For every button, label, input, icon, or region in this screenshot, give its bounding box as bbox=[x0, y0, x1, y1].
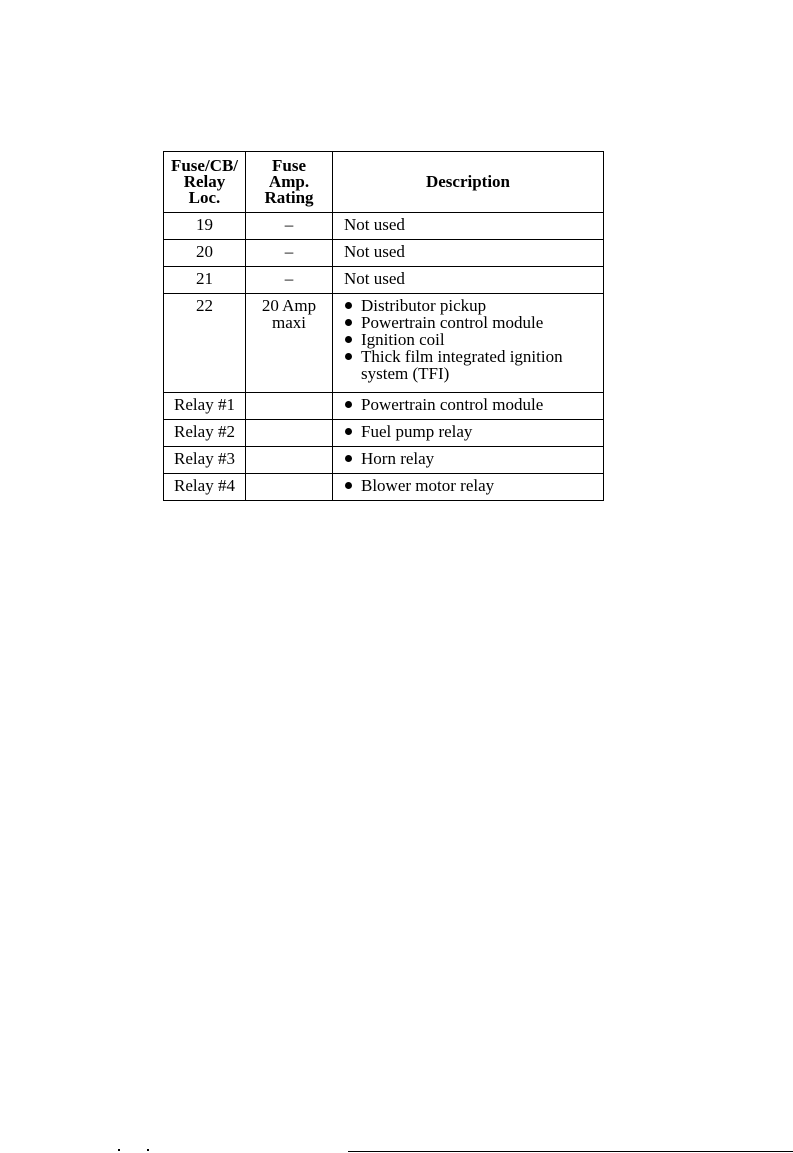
bullet-icon bbox=[345, 401, 352, 408]
description-text: Not used bbox=[344, 242, 405, 261]
cell-amp-rating bbox=[246, 474, 333, 501]
header-amp-line: Fuse bbox=[272, 156, 306, 175]
list-item-text: Powertrain control module bbox=[361, 313, 544, 332]
list-item bbox=[344, 450, 599, 467]
bullet-icon bbox=[345, 353, 352, 360]
cell-location: Relay #3 bbox=[164, 447, 246, 474]
list-item-text: Thick film integrated ignition system (TFI) bbox=[361, 347, 563, 383]
header-description bbox=[333, 152, 604, 213]
table-row bbox=[164, 393, 604, 420]
cell-location: Relay #1 bbox=[164, 393, 246, 420]
table-row bbox=[164, 474, 604, 501]
cell-amp-rating bbox=[246, 267, 333, 294]
cell-description bbox=[333, 393, 604, 420]
cell-amp-rating bbox=[246, 294, 333, 393]
description-list bbox=[344, 423, 599, 440]
cell-location: 22 bbox=[164, 294, 246, 393]
table-row bbox=[164, 420, 604, 447]
list-item bbox=[344, 314, 599, 331]
cell-description bbox=[333, 213, 604, 240]
table-row bbox=[164, 240, 604, 267]
bullet-icon bbox=[345, 482, 352, 489]
cell-description bbox=[333, 294, 604, 393]
list-item-text: Powertrain control module bbox=[361, 395, 544, 414]
table-row bbox=[164, 294, 604, 393]
list-item-text: Blower motor relay bbox=[361, 476, 495, 495]
header-location-line: Loc. bbox=[188, 188, 221, 207]
bullet-icon bbox=[345, 302, 352, 309]
list-item bbox=[344, 396, 599, 413]
description-list bbox=[344, 450, 599, 467]
fuse-relay-table bbox=[163, 151, 604, 501]
cell-description bbox=[333, 240, 604, 267]
amp-rating-line: – bbox=[284, 269, 294, 288]
header-amp-line: Amp. bbox=[268, 172, 310, 191]
footer-rule bbox=[348, 1151, 793, 1152]
header-amp-line: Rating bbox=[264, 188, 314, 207]
table-row bbox=[164, 213, 604, 240]
description-list bbox=[344, 297, 599, 382]
table-header-row bbox=[164, 152, 604, 213]
cell-location: 19 bbox=[164, 213, 246, 240]
list-item-text: Fuel pump relay bbox=[361, 422, 473, 441]
bullet-icon bbox=[345, 455, 352, 462]
cell-description bbox=[333, 447, 604, 474]
header-amp-rating bbox=[246, 152, 333, 213]
scan-mark bbox=[147, 1149, 149, 1151]
bullet-icon bbox=[345, 336, 352, 343]
description-text: Not used bbox=[344, 269, 405, 288]
cell-amp-rating bbox=[246, 393, 333, 420]
list-item bbox=[344, 297, 599, 314]
cell-amp-rating bbox=[246, 213, 333, 240]
cell-location: Relay #2 bbox=[164, 420, 246, 447]
description-text: Not used bbox=[344, 215, 405, 234]
bullet-icon bbox=[345, 319, 352, 326]
cell-location: Relay #4 bbox=[164, 474, 246, 501]
cell-amp-rating bbox=[246, 420, 333, 447]
list-item bbox=[344, 331, 599, 348]
list-item bbox=[344, 423, 599, 440]
list-item-text: Distributor pickup bbox=[361, 296, 487, 315]
cell-description bbox=[333, 267, 604, 294]
header-location-line: Fuse/CB/ bbox=[170, 156, 239, 175]
list-item bbox=[344, 477, 599, 494]
cell-amp-rating bbox=[246, 447, 333, 474]
cell-location: 20 bbox=[164, 240, 246, 267]
bullet-icon bbox=[345, 428, 352, 435]
list-item bbox=[344, 348, 599, 382]
amp-rating-line: 20 Amp bbox=[261, 296, 317, 315]
description-list bbox=[344, 396, 599, 413]
cell-description bbox=[333, 420, 604, 447]
table-row bbox=[164, 267, 604, 294]
cell-amp-rating bbox=[246, 240, 333, 267]
scan-mark bbox=[118, 1149, 120, 1151]
description-list bbox=[344, 477, 599, 494]
amp-rating-line: maxi bbox=[272, 313, 306, 332]
header-description-line: Description bbox=[425, 172, 511, 191]
list-item-text: Ignition coil bbox=[361, 330, 445, 349]
amp-rating-line: – bbox=[284, 242, 294, 261]
list-item-text: Horn relay bbox=[361, 449, 435, 468]
header-location-line: Relay bbox=[183, 172, 226, 191]
amp-rating-line: – bbox=[284, 215, 294, 234]
header-location bbox=[164, 152, 246, 213]
table-row bbox=[164, 447, 604, 474]
cell-location: 21 bbox=[164, 267, 246, 294]
cell-description bbox=[333, 474, 604, 501]
